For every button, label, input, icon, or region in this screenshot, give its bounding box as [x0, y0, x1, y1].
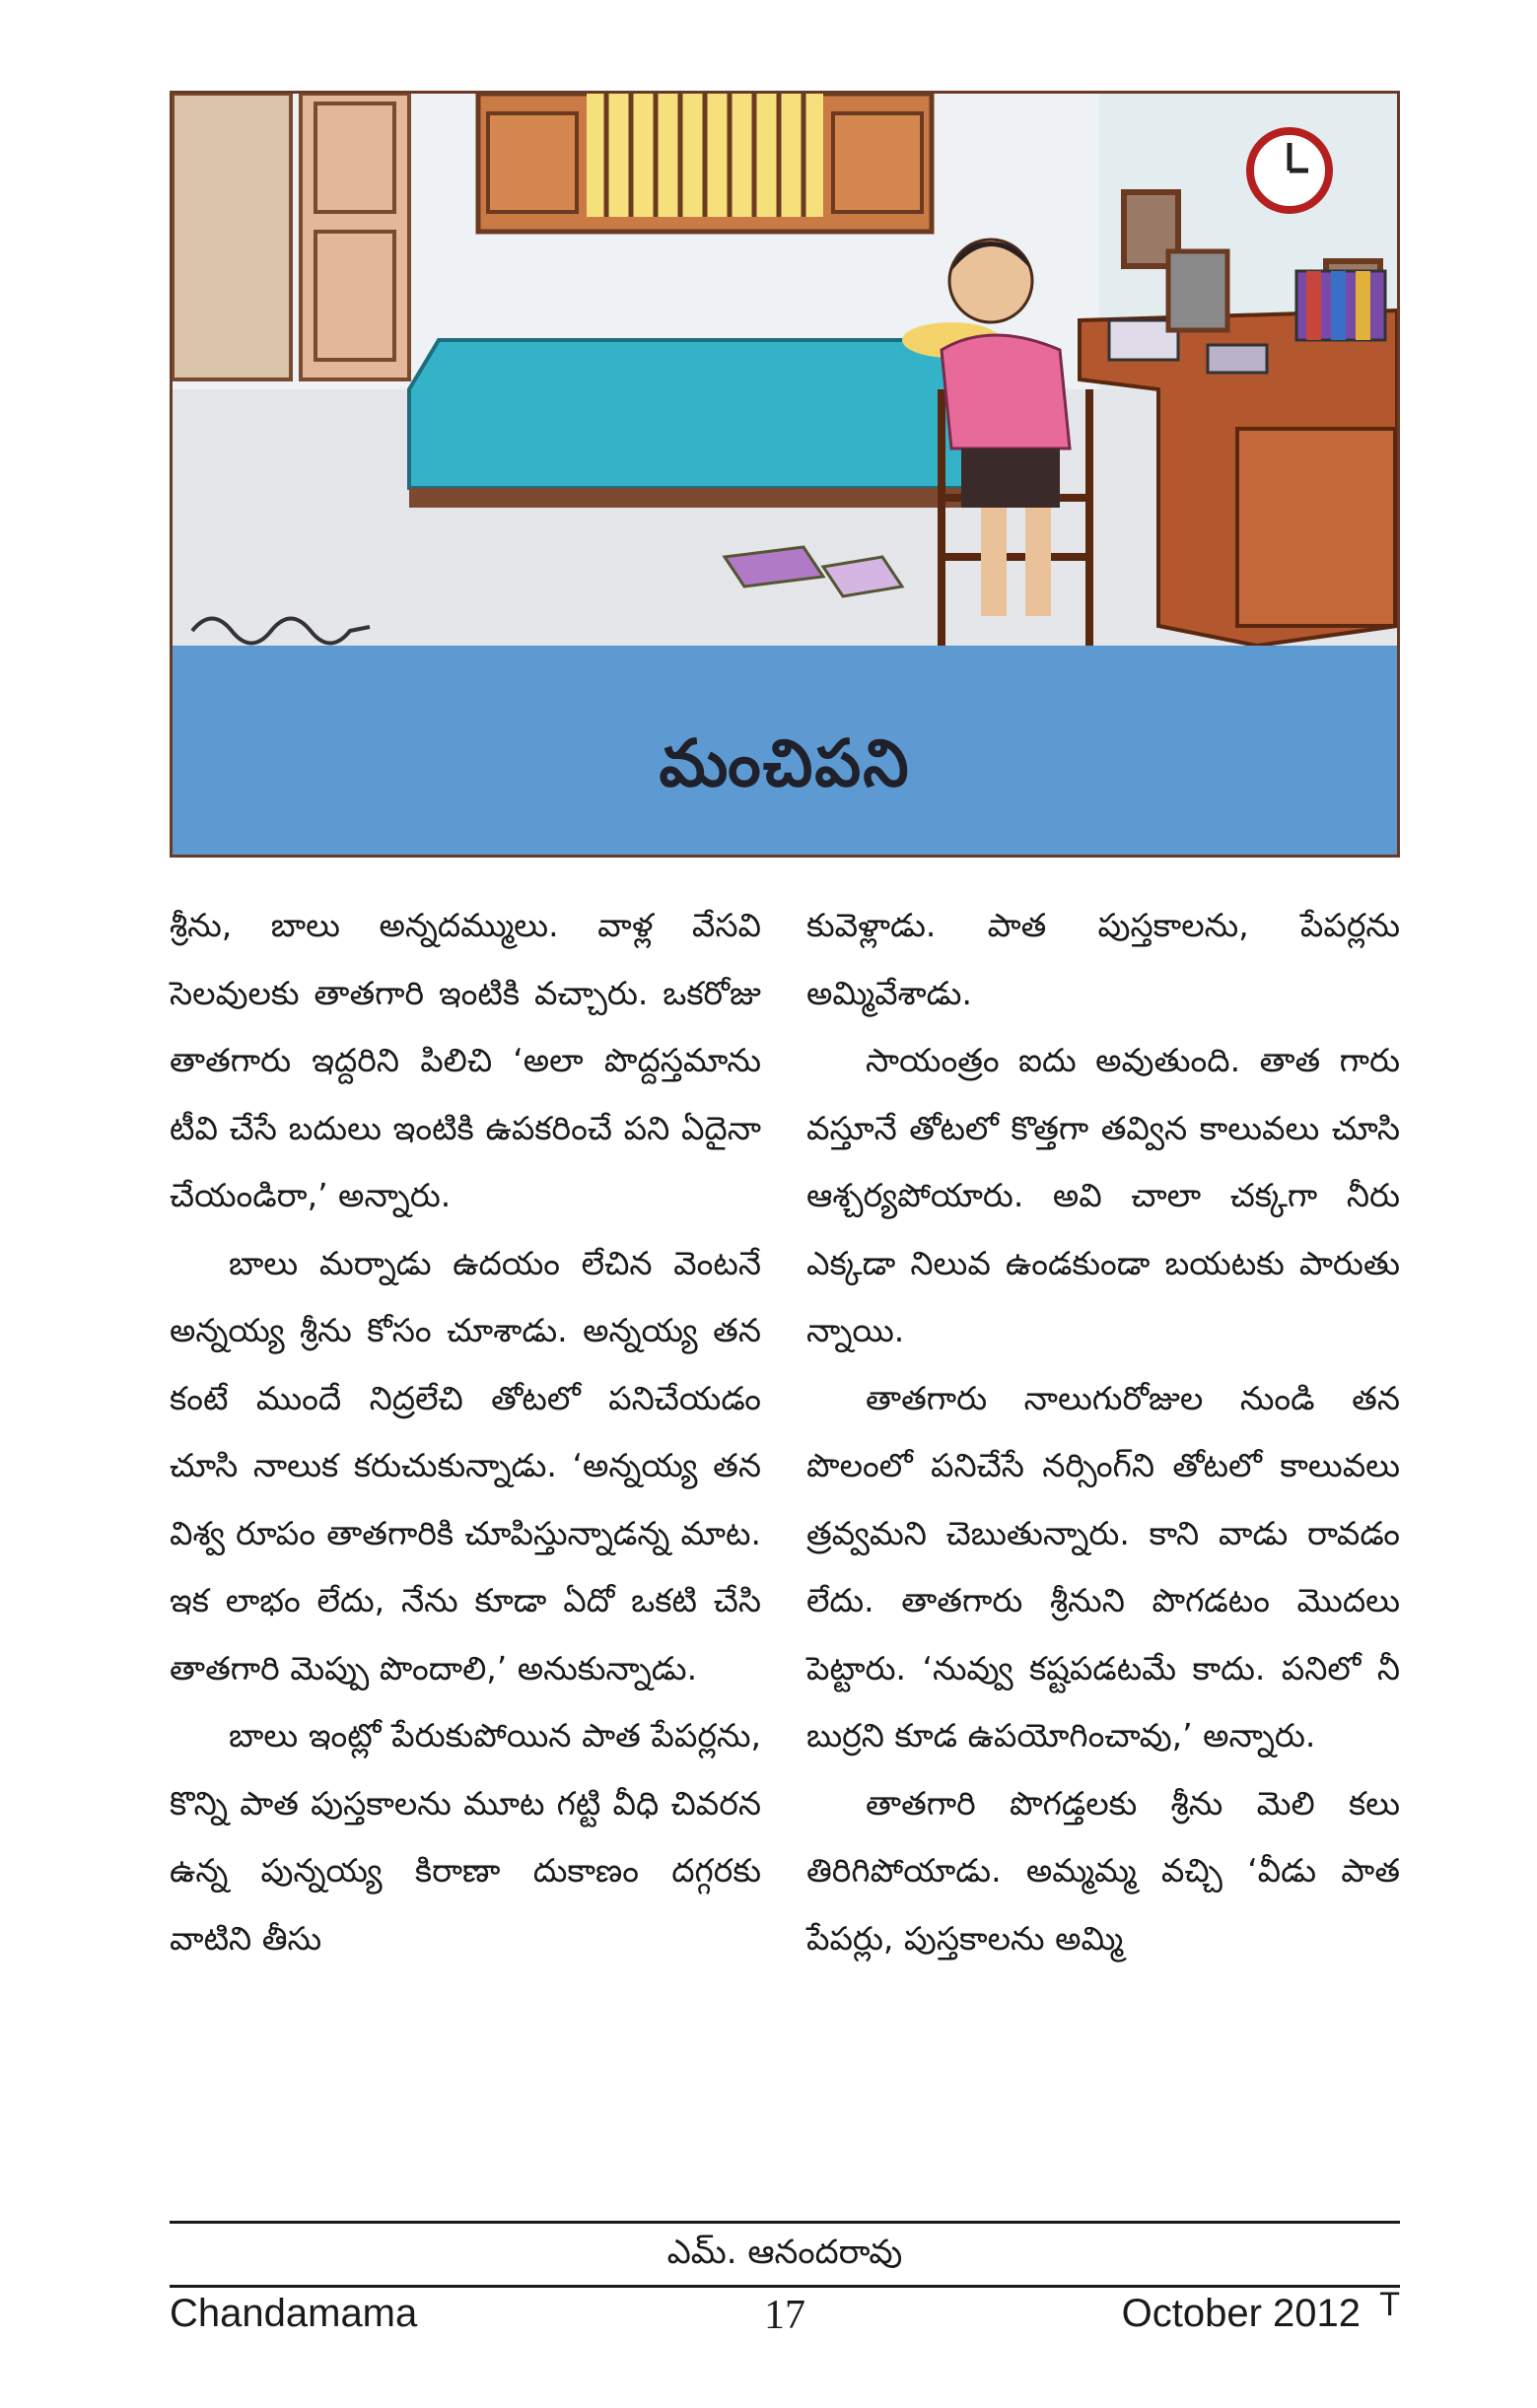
story-illustration	[170, 91, 1400, 858]
story-column-right	[806, 892, 1400, 1972]
story-paragraph: బాలు ఇంట్లో పేరుకుపోయిన పాత పేపర్లను, కొన్ని పాత పుస్తకాలను మూట గట్టి వీధి చివరన ఉన్న పున్నయ్య కిరాణా దుకాణం దగ్గరకు వాటిని తీసు	[170, 1716, 761, 1958]
story-paragraph: తాతగారి పొగడ్తలకు శ్రీను మెలి కలు తిరిగిపోయాడు. అమ్మమ్మ వచ్చి ‘వీడు పాత పేపర్లు, పుస్తకాలను అమ్మి	[806, 1783, 1400, 1958]
page-footer	[170, 2286, 1400, 2341]
story-column-left	[170, 892, 761, 1972]
story-paragraph: తాతగారు నాలుగురోజుల నుండి తన పొలంలో పనిచేసే నర్సింగ్‌ని తోటలో కాలువలు త్రవ్వమని చెబుతున్నారు. కాని వాడు రావడం లేదు. తాతగారు శ్రీనుని పొగడటం మొదలు పెట్టారు. ‘నువ్వు కష్టపడటమే కాదు. పనిలో నీ బుర్రని కూడ ఉపయోగించావు,’ అన్నారు.	[806, 1378, 1400, 1754]
story-paragraph: బాలు మర్నాడు ఉదయం లేచిన వెంటనే అన్నయ్య శ్రీను కోసం చూశాడు. అన్నయ్య తన కంటే ముందే నిద్రలేచి తోటలో పనిచేయడం చూసి నాలుక కరుచుకున్నాడు. ‘అన్నయ్య తన విశ్వ రూపం తాతగారికి చూపిస్తున్నాడన్న మాట. ఇక లాభం లేదు, నేను కూడా ఏదో ఒకటి చేసి తాతగారి మెప్పు పొందాలి,’ అనుకున్నాడు.	[170, 1243, 761, 1687]
issue-date: October 2012	[1121, 2292, 1361, 2335]
story-title: మంచిపని	[659, 724, 911, 801]
story-paragraph: శ్రీను, బాలు అన్నదమ్ములు. వాళ్ల వేసవి సెలవులకు తాతగారి ఇంటికి వచ్చారు. ఒకరోజు తాతగారు ఇద్దరిని పిలిచి ‘అలా పొద్దస్తమాను టీవి చేసే బదులు ఇంటికి ఉపకరించే పని ఏదైనా చేయండిరా,’ అన్నారు.	[170, 906, 761, 1214]
divider	[170, 2285, 1400, 2288]
corner-mark: T	[1379, 2286, 1400, 2323]
story-paragraph: కువెళ్లాడు. పాత పుస్తకాలను, పేపర్లను అమ్మివేశాడు.	[806, 906, 1400, 1012]
author-byline: ఎమ్. ఆనందరావు	[666, 2233, 903, 2272]
page-number: 17	[764, 2293, 805, 2338]
divider	[170, 2221, 1400, 2224]
magazine-name: Chandamama	[170, 2292, 418, 2335]
story-paragraph: సాయంత్రం ఐదు అవుతుంది. తాత గారు వస్తూనే తోటలో కొత్తగా తవ్విన కాలువలు చూసి ఆశ్చర్యపోయారు. అవి చాలా చక్కగా నీరు ఎక్కడా నిలువ ఉండకుండా బయటకు పారుతు న్నాయి.	[806, 1041, 1400, 1349]
